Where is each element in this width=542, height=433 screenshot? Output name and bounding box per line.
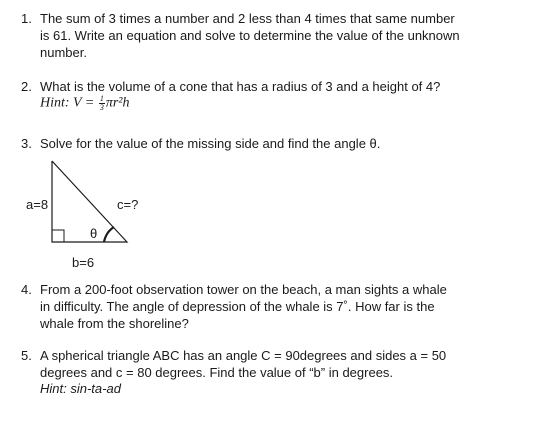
question-number: 2.: [21, 79, 32, 94]
angle-arc: [104, 227, 114, 242]
question-number: 1.: [21, 11, 32, 26]
question-text-line: number.: [40, 45, 87, 60]
hint-suffix: πr²h: [105, 95, 130, 111]
question-text-line: in difficulty. The angle of depression of the whale is 7˚. How far is the: [40, 299, 435, 314]
question-text-line: A spherical triangle ABC has an angle C = 90degrees and sides a = 50: [40, 348, 447, 363]
label-side-c: c=?: [117, 197, 139, 212]
question-text-line: What is the volume of a cone that has a radius of 3 and a height of 4?: [40, 79, 441, 94]
label-theta: θ: [90, 226, 98, 241]
label-side-a: a=8: [26, 197, 49, 212]
label-side-b: b=6: [72, 255, 95, 270]
hint-prefix: Hint: V =: [40, 95, 95, 111]
question-number: 3.: [21, 136, 32, 151]
question-text-line: The sum of 3 times a number and 2 less than 4 times that same number: [40, 11, 455, 26]
question-text-line: From a 200-foot observation tower on the beach, a man sights a whale: [40, 282, 447, 297]
question-text-line: is 61. Write an equation and solve to determine the value of the unknown: [40, 28, 460, 43]
question-text-line: Solve for the value of the missing side and find the angle θ.: [40, 136, 381, 151]
right-angle-marker: [52, 230, 64, 242]
question-text-line: degrees and c = 80 degrees. Find the value of “b” in degrees.: [40, 365, 394, 380]
hint-text: Hint: sin-ta-ad: [40, 381, 121, 396]
question-text-line: whale from the shoreline?: [40, 316, 189, 331]
fraction-denominator: 3: [99, 103, 104, 112]
question-number: 4.: [21, 282, 32, 297]
question-number: 5.: [21, 348, 32, 363]
fraction-numerator: 1: [99, 94, 104, 103]
